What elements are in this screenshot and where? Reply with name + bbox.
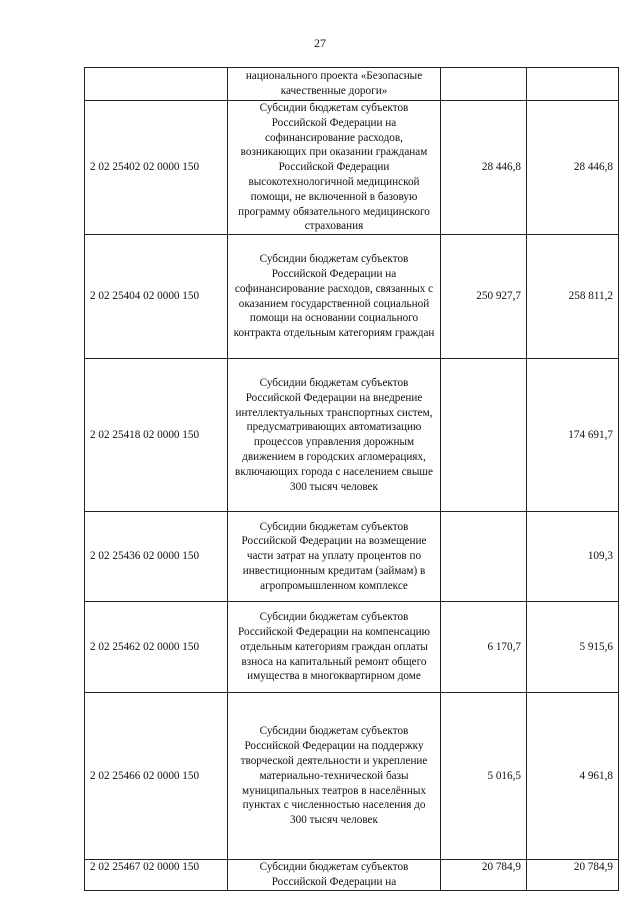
table-row [85,693,619,860]
amount-cell-2: 5 915,6 [527,602,619,693]
budget-code-cell [85,68,228,101]
table-row [85,512,619,602]
amount-cell-1: 28 446,8 [441,101,527,235]
budget-code-cell: 2 02 25402 02 0000 150 [85,101,228,235]
amount-cell-1: 6 170,7 [441,602,527,693]
description-cell: Субсидии бюджетам субъектов Российской Федерации на [228,860,441,891]
amount-cell-1 [441,512,527,602]
amount-cell-2: 109,3 [527,512,619,602]
description-cell: Субсидии бюджетам субъектов Российской Федерации на софинансирование расходов, связанных с оказанием государственной социальной помощи на основании социального контракта отдельным категориям граждан [228,235,441,359]
table-row [85,359,619,512]
amount-cell-1 [441,359,527,512]
budget-code-cell: 2 02 25467 02 0000 150 [85,860,228,891]
table-row [85,68,619,101]
amount-cell-2: 174 691,7 [527,359,619,512]
amount-cell-1: 5 016,5 [441,693,527,860]
description-cell: Субсидии бюджетам субъектов Российской Федерации на компенсацию отдельным категориям граждан оплаты взноса на капитальный ремонт общего имущества в многоквартирном доме [228,602,441,693]
amount-cell-2: 28 446,8 [527,101,619,235]
amount-cell-1 [441,68,527,101]
description-cell: Субсидии бюджетам субъектов Российской Федерации на внедрение интеллектуальных транспортных систем, предусматривающих автоматизацию процессов управления дорожным движением в городских агломерациях, включающих города с населением свыше 300 тысяч человек [228,359,441,512]
table-row [85,101,619,235]
description-cell: национального проекта «Безопасные качественные дороги» [228,68,441,101]
budget-code-cell: 2 02 25404 02 0000 150 [85,235,228,359]
amount-cell-2: 4 961,8 [527,693,619,860]
table-row [85,235,619,359]
description-cell: Субсидии бюджетам субъектов Российской Федерации на возмещение части затрат на уплату процентов по инвестиционным кредитам (займам) в агропромышленном комплексе [228,512,441,602]
budget-revenue-table [84,67,619,891]
budget-code-cell: 2 02 25436 02 0000 150 [85,512,228,602]
amount-cell-1: 20 784,9 [441,860,527,891]
page-number: 27 [314,36,326,50]
amount-cell-2: 258 811,2 [527,235,619,359]
amount-cell-1: 250 927,7 [441,235,527,359]
description-cell: Субсидии бюджетам субъектов Российской Федерации на софинансирование расходов, возникающих при оказании гражданам Российской Федерации высокотехнологичной медицинской помощи, не включенной в базовую программу обязательного медицинского страхования [228,101,441,235]
budget-code-cell: 2 02 25462 02 0000 150 [85,602,228,693]
amount-cell-2 [527,68,619,101]
table-row [85,860,619,891]
table-row [85,602,619,693]
amount-cell-2: 20 784,9 [527,860,619,891]
description-cell: Субсидии бюджетам субъектов Российской Федерации на поддержку творческой деятельности и укрепление материально-технической базы муниципальных театров в населённых пунктах с численностью населения до 300 тысяч человек [228,693,441,860]
budget-code-cell: 2 02 25418 02 0000 150 [85,359,228,512]
budget-code-cell: 2 02 25466 02 0000 150 [85,693,228,860]
